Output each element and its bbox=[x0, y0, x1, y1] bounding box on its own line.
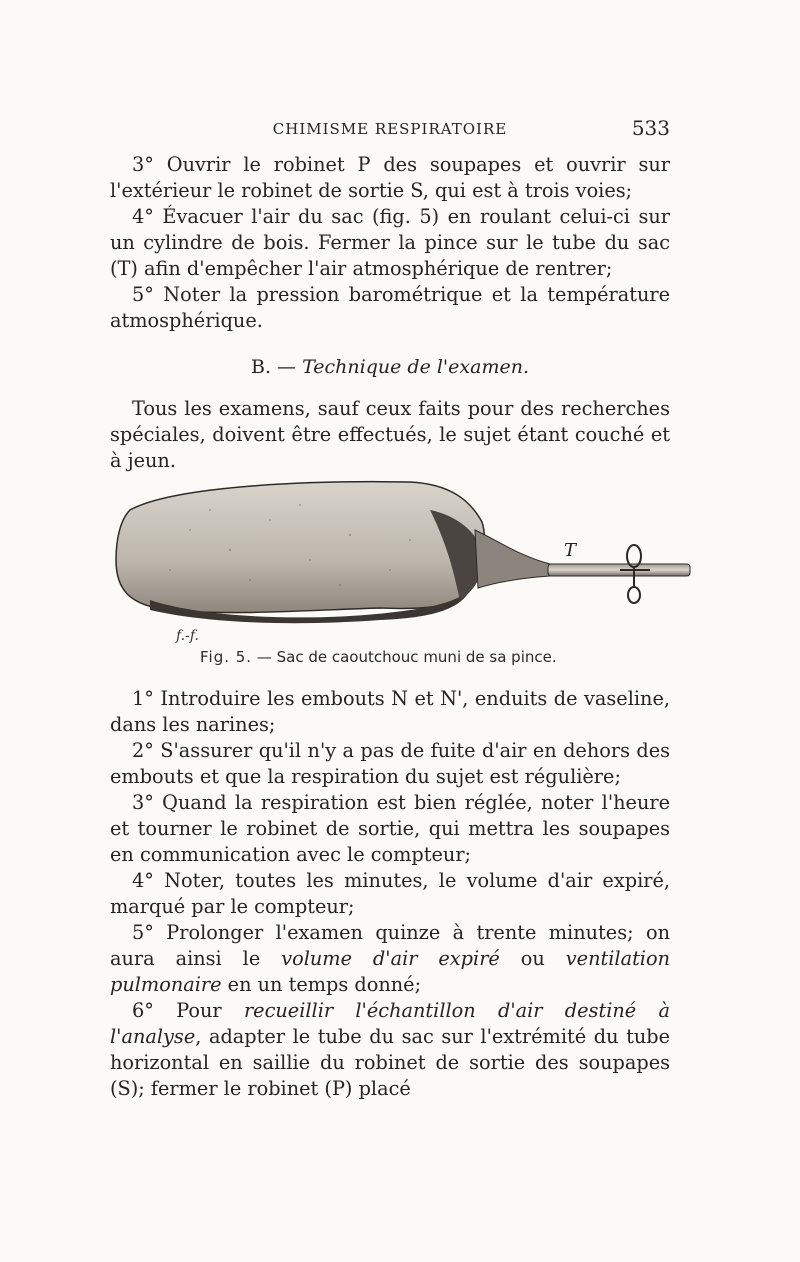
bag-tube bbox=[548, 564, 690, 576]
figure-rubber-bag bbox=[110, 460, 700, 650]
rubber-bag-illustration bbox=[110, 460, 700, 650]
engraver-signature: f.-f. bbox=[176, 628, 199, 644]
running-title: CHIMISME RESPIRATOIRE bbox=[272, 120, 508, 138]
step5-emphasis-volume: volume d'air expiré bbox=[281, 947, 500, 970]
running-head bbox=[110, 116, 670, 140]
step5-text-b: ou bbox=[499, 947, 566, 970]
step5-emphasis-ventilation: ventilation pulmonaire bbox=[110, 947, 671, 996]
bag-neck bbox=[475, 530, 550, 588]
step-5-note-pressure: 5° Noter la pression barométrique et la température atmosphérique. bbox=[110, 283, 670, 332]
step6-text-a: 6° Pour bbox=[132, 999, 244, 1022]
section-b-heading bbox=[110, 356, 670, 378]
procedure-step-5 bbox=[110, 920, 670, 998]
section-b-intro: Tous les examens, sauf ceux faits pour des recherches spéciales, doivent être effectués, le sujet étant couché et à jeun. bbox=[110, 397, 670, 472]
step-3-open-valve: 3° Ouvrir le robinet P des soupapes et ouvrir sur l'extérieur le robinet de sortie S, qui est à trois voies; bbox=[110, 153, 670, 202]
procedure-block bbox=[110, 686, 670, 1102]
step-4-evacuate-bag: 4° Évacuer l'air du sac (fig. 5) en roulant celui-ci sur un cylindre de bois. Fermer la pince sur le tube du sac (T) afin d'empêcher l'air atmosphérique de rentrer; bbox=[110, 205, 670, 280]
step5-text-a: 5° Prolonger l'examen quinze à trente minutes; on aura ainsi le bbox=[110, 921, 670, 970]
procedure-step-1: 1° Introduire les embouts N et N', enduits de vaseline, dans les narines; bbox=[110, 687, 670, 736]
caption-label: Fig. 5. bbox=[200, 648, 253, 666]
tube-label-t: T bbox=[564, 540, 577, 561]
page-number: 533 bbox=[631, 116, 670, 140]
section-b-label: B. — bbox=[251, 356, 297, 378]
procedure-step-3: 3° Quand la respiration est bien réglée, noter l'heure et tourner le robinet de sortie, qui mettra les soupapes en communication avec le compteur; bbox=[110, 791, 670, 866]
figure-caption bbox=[200, 648, 620, 666]
bag-body bbox=[116, 482, 484, 613]
procedure-step-6 bbox=[110, 998, 670, 1102]
caption-text: — Sac de caoutchouc muni de sa pince. bbox=[252, 648, 557, 666]
step6-emphasis-sample: recueillir l'échantillon d'air destiné à l'analyse bbox=[110, 999, 670, 1048]
section-a-steps bbox=[110, 152, 670, 334]
procedure-step-2: 2° S'assurer qu'il n'y a pas de fuite d'air en dehors des embouts et que la respiration du sujet est régulière; bbox=[110, 739, 670, 788]
procedure-step-4: 4° Noter, toutes les minutes, le volume d'air expiré, marqué par le compteur; bbox=[110, 869, 670, 918]
step6-text-b: , adapter le tube du sac sur l'extrémité du tube horizontal en saillie du robinet de sortie des soupapes (S); fermer le robinet (P) placé bbox=[110, 1025, 670, 1100]
section-b-title: Technique de l'examen. bbox=[302, 356, 529, 378]
step5-text-c: en un temps donné; bbox=[221, 973, 422, 996]
